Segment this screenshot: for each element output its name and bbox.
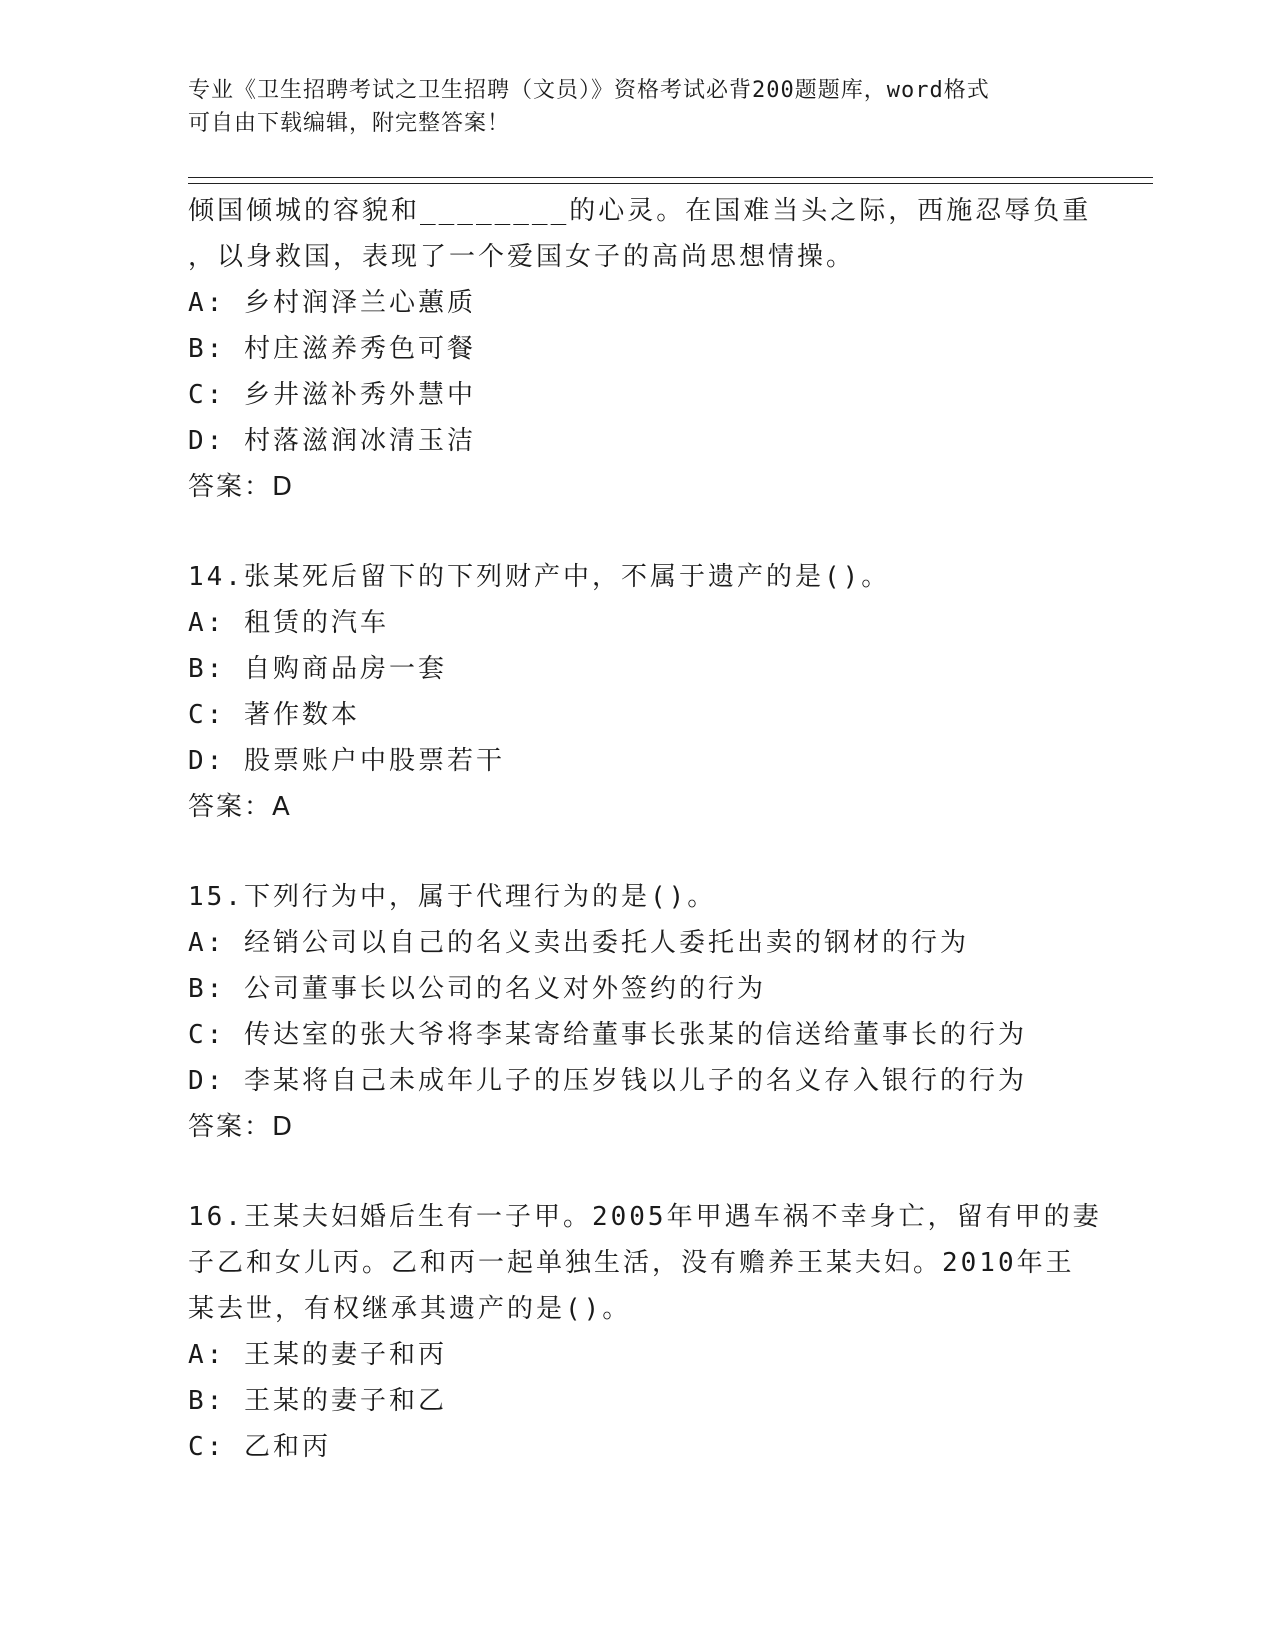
option-a: A: 乡村润泽兰心蕙质 bbox=[188, 288, 476, 318]
option-b: B: 自购商品房一套 bbox=[188, 654, 447, 684]
question-stem: 倾国倾城的容貌和________的心灵。在国难当头之际，西施忍辱负重 bbox=[188, 196, 1092, 226]
answer-label: 答案：D bbox=[188, 472, 295, 502]
question-list bbox=[188, 188, 1102, 1470]
question-stem: ，以身救国，表现了一个爱国女子的高尚思想情操。 bbox=[188, 242, 856, 272]
answer-label: 答案：A bbox=[188, 792, 292, 822]
document-header bbox=[188, 74, 1088, 140]
option-a: A: 经销公司以自己的名义卖出委托人委托出卖的钢材的行为 bbox=[188, 928, 969, 958]
header-divider-bottom bbox=[188, 183, 1153, 184]
header-divider-top bbox=[188, 177, 1153, 178]
option-c: C: 乙和丙 bbox=[188, 1432, 331, 1462]
spacer bbox=[188, 510, 1088, 554]
option-c: C: 乡井滋补秀外慧中 bbox=[188, 380, 476, 410]
option-b: B: 公司董事长以公司的名义对外签约的行为 bbox=[188, 974, 766, 1004]
spacer bbox=[188, 1150, 1088, 1194]
option-a: A: 租赁的汽车 bbox=[188, 608, 389, 638]
question-stem: 16.王某夫妇婚后生有一子甲。2005年甲遇车祸不幸身亡，留有甲的妻 bbox=[188, 1202, 1102, 1232]
option-c: C: 著作数本 bbox=[188, 700, 360, 730]
option-d: D: 股票账户中股票若干 bbox=[188, 746, 505, 776]
option-b: B: 村庄滋养秀色可餐 bbox=[188, 334, 476, 364]
option-d: D: 李某将自己未成年儿子的压岁钱以儿子的名义存入银行的行为 bbox=[188, 1066, 1027, 1096]
question-15 bbox=[188, 874, 1088, 1150]
header-title-line-1: 专业《卫生招聘考试之卫生招聘（文员）》资格考试必背200题题库，word格式 bbox=[188, 78, 990, 103]
question-16 bbox=[188, 1194, 1102, 1470]
question-stem: 某去世，有权继承其遗产的是()。 bbox=[188, 1294, 632, 1324]
question-stem: 14.张某死后留下的下列财产中，不属于遗产的是()。 bbox=[188, 562, 891, 592]
option-c: C: 传达室的张大爷将李某寄给董事长张某的信送给董事长的行为 bbox=[188, 1020, 1027, 1050]
option-d: D: 村落滋润冰清玉洁 bbox=[188, 426, 476, 456]
answer-label: 答案：D bbox=[188, 1112, 295, 1142]
option-b: B: 王某的妻子和乙 bbox=[188, 1386, 447, 1416]
question-14 bbox=[188, 554, 1088, 830]
header-title-line-2: 可自由下载编辑，附完整答案！ bbox=[188, 111, 511, 136]
spacer bbox=[188, 830, 1088, 874]
question-stem: 子乙和女儿丙。乙和丙一起单独生活，没有赡养王某夫妇。2010年王 bbox=[188, 1248, 1075, 1278]
option-a: A: 王某的妻子和丙 bbox=[188, 1340, 447, 1370]
question-stem: 15.下列行为中，属于代理行为的是()。 bbox=[188, 882, 717, 912]
question-13 bbox=[188, 188, 1092, 510]
